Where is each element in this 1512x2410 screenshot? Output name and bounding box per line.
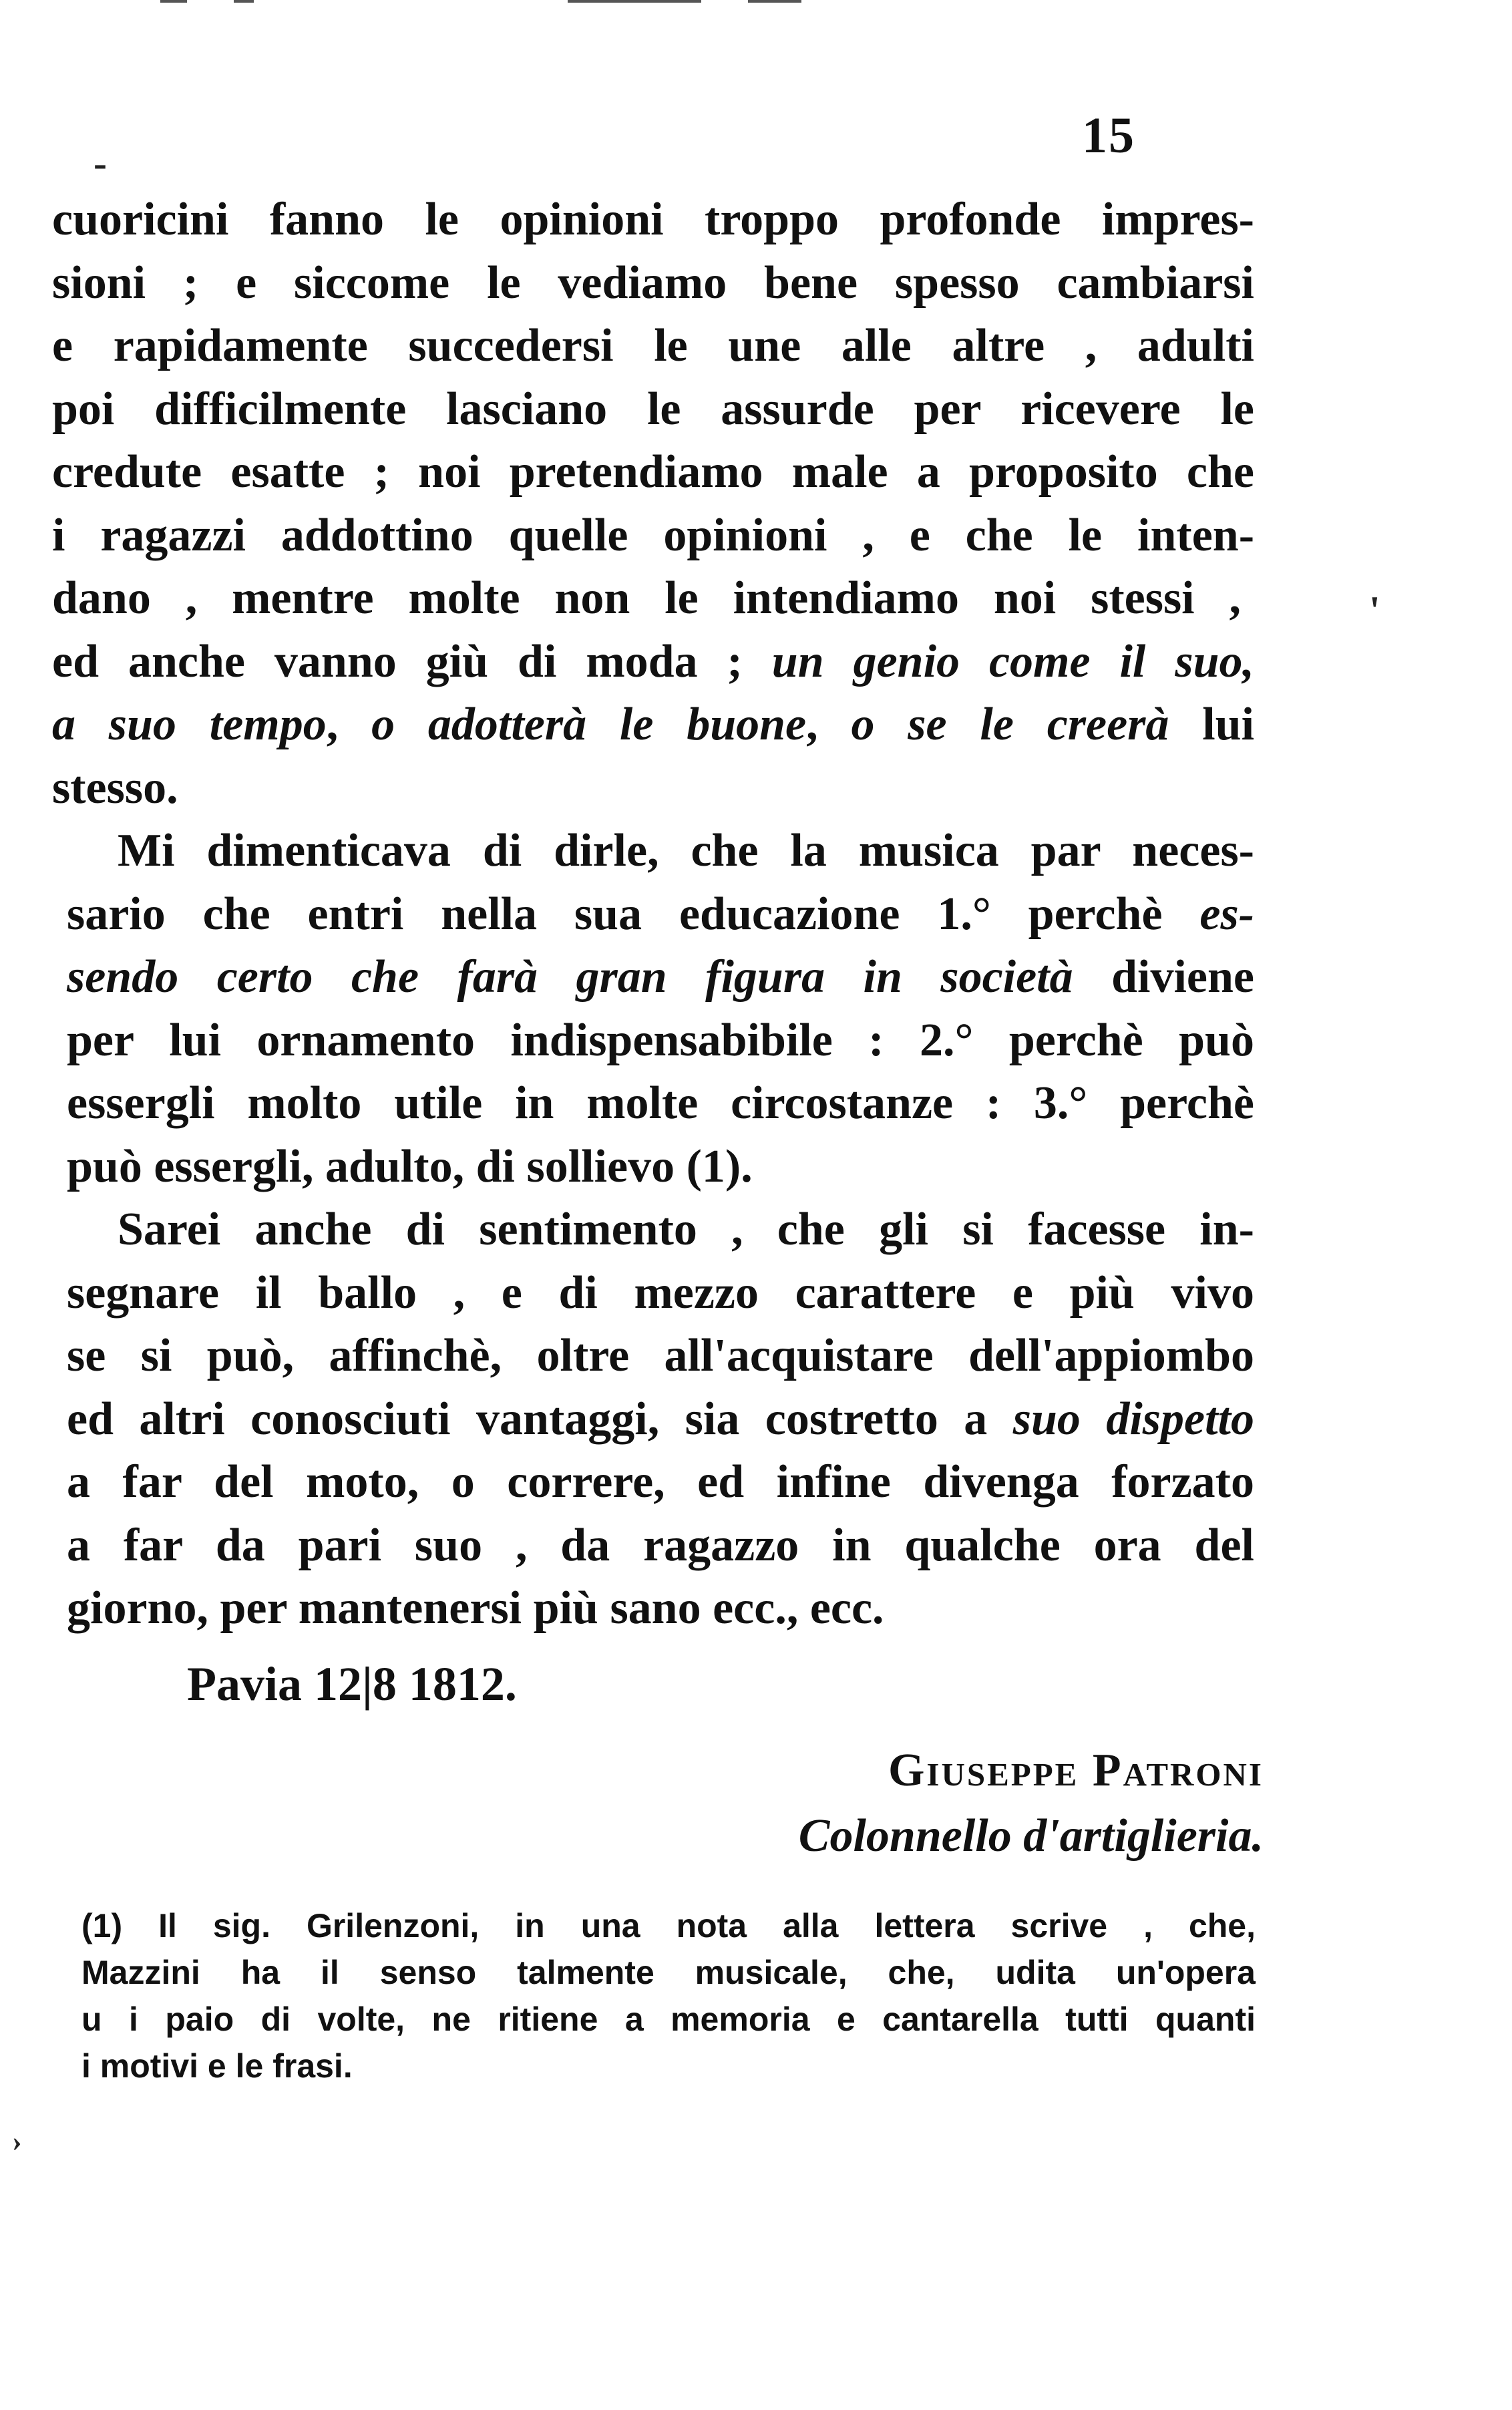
text-line: Sarei anche di sentimento , che gli si facesse in-	[118, 1204, 1254, 1255]
text-segment: sario che entri nella sua educazione 1.° perchè	[67, 888, 1200, 940]
italic-phrase: a suo tempo	[52, 699, 327, 750]
text-line: può essergli, adulto, di sollievo (1).	[67, 1140, 753, 1192]
text-line: credute esatte ; noi pretendiamo male a proposito che	[52, 446, 1254, 498]
page-number: 15	[1082, 108, 1135, 164]
text-line: i ragazzi addottino quelle opinioni , e che le inten-	[52, 509, 1254, 561]
text-line: Mi dimenticava di dirle, che la musica par neces-	[118, 825, 1254, 876]
signature-title-text: Colonnello d'artiglieria.	[798, 1810, 1264, 1862]
italic-phrase: sendo certo che farà gran figura in società	[67, 951, 1073, 1003]
text-line	[52, 693, 1254, 757]
text-line: giorno, per mantenersi più sano ecc., ecc.	[67, 1582, 884, 1634]
italic-phrase: o adotterà le buone	[371, 699, 807, 750]
text-segment: ,	[806, 699, 852, 750]
text-line: se si può, affinchè, oltre all'acquistare dell'appiombo	[67, 1330, 1254, 1381]
signature-block	[799, 1738, 1264, 1869]
top-edge-marks	[160, 0, 1162, 4]
footnote	[81, 1902, 1256, 2089]
text-line	[52, 1388, 1254, 1451]
text-line: essergli molto utile in molte circostanze : 3.° perchè	[67, 1077, 1254, 1129]
text-line: stesso.	[52, 761, 178, 814]
footnote-line: Mazzini ha il senso talmente musicale, che, udita un'opera	[81, 1954, 1256, 1991]
body-text	[52, 188, 1254, 1641]
text-segment: ed altri conosciuti vantaggi, sia costretto a	[67, 1393, 1013, 1445]
signature-title	[799, 1803, 1264, 1869]
footnote-line: u i paio di volte, ne ritiene a memoria e cantarella tutti quanti	[81, 2001, 1256, 2038]
text-line	[52, 883, 1254, 946]
text-segment: ,	[326, 699, 372, 750]
stray-mark-right: '	[1369, 588, 1380, 633]
footnote-line: i motivi e le frasi.	[81, 2047, 353, 2085]
stray-mark-top: -	[93, 141, 107, 185]
text-line: per lui ornamento indispensabibile : 2.° perchè può	[67, 1014, 1254, 1066]
text-line: a far da pari suo , da ragazzo in qualche ora del	[67, 1519, 1254, 1571]
text-segment: diviene	[1073, 951, 1254, 1003]
text-line: segnare il ballo , e di mezzo carattere e più vivo	[67, 1266, 1254, 1319]
text-line: e rapidamente succedersi le une alle altre , adulti	[52, 320, 1254, 371]
italic-phrase: un genio come il suo,	[771, 635, 1254, 687]
dateline: Pavia 12|8 1812.	[187, 1657, 517, 1711]
text-segment: lui	[1169, 699, 1255, 750]
footnote-line: (1) Il sig. Grilenzoni, in una nota alla lettera scrive , che,	[81, 1907, 1256, 1944]
text-line: a far del moto, o correre, ed infine divenga forzato	[67, 1456, 1254, 1508]
text-line	[52, 631, 1254, 694]
text-line: poi difficilmente lasciano le assurde per ricevere le	[52, 383, 1254, 435]
text-line: sioni ; e siccome le vediamo bene spesso cambiarsi	[52, 256, 1254, 309]
text-line	[52, 946, 1254, 1009]
signature-name: Giuseppe Patroni	[888, 1745, 1264, 1796]
italic-phrase: es-	[1199, 888, 1254, 940]
stray-mark-left: ›	[12, 2125, 22, 2158]
italic-phrase: suo dispetto	[1012, 1393, 1254, 1445]
text-segment: ed anche vanno giù di moda ;	[52, 635, 772, 687]
italic-phrase: o se le creerà	[851, 699, 1169, 750]
text-line: cuoricini fanno le opinioni troppo profonde impres-	[52, 194, 1254, 245]
text-line: dano , mentre molte non le intendiamo noi stessi ,	[52, 572, 1241, 624]
